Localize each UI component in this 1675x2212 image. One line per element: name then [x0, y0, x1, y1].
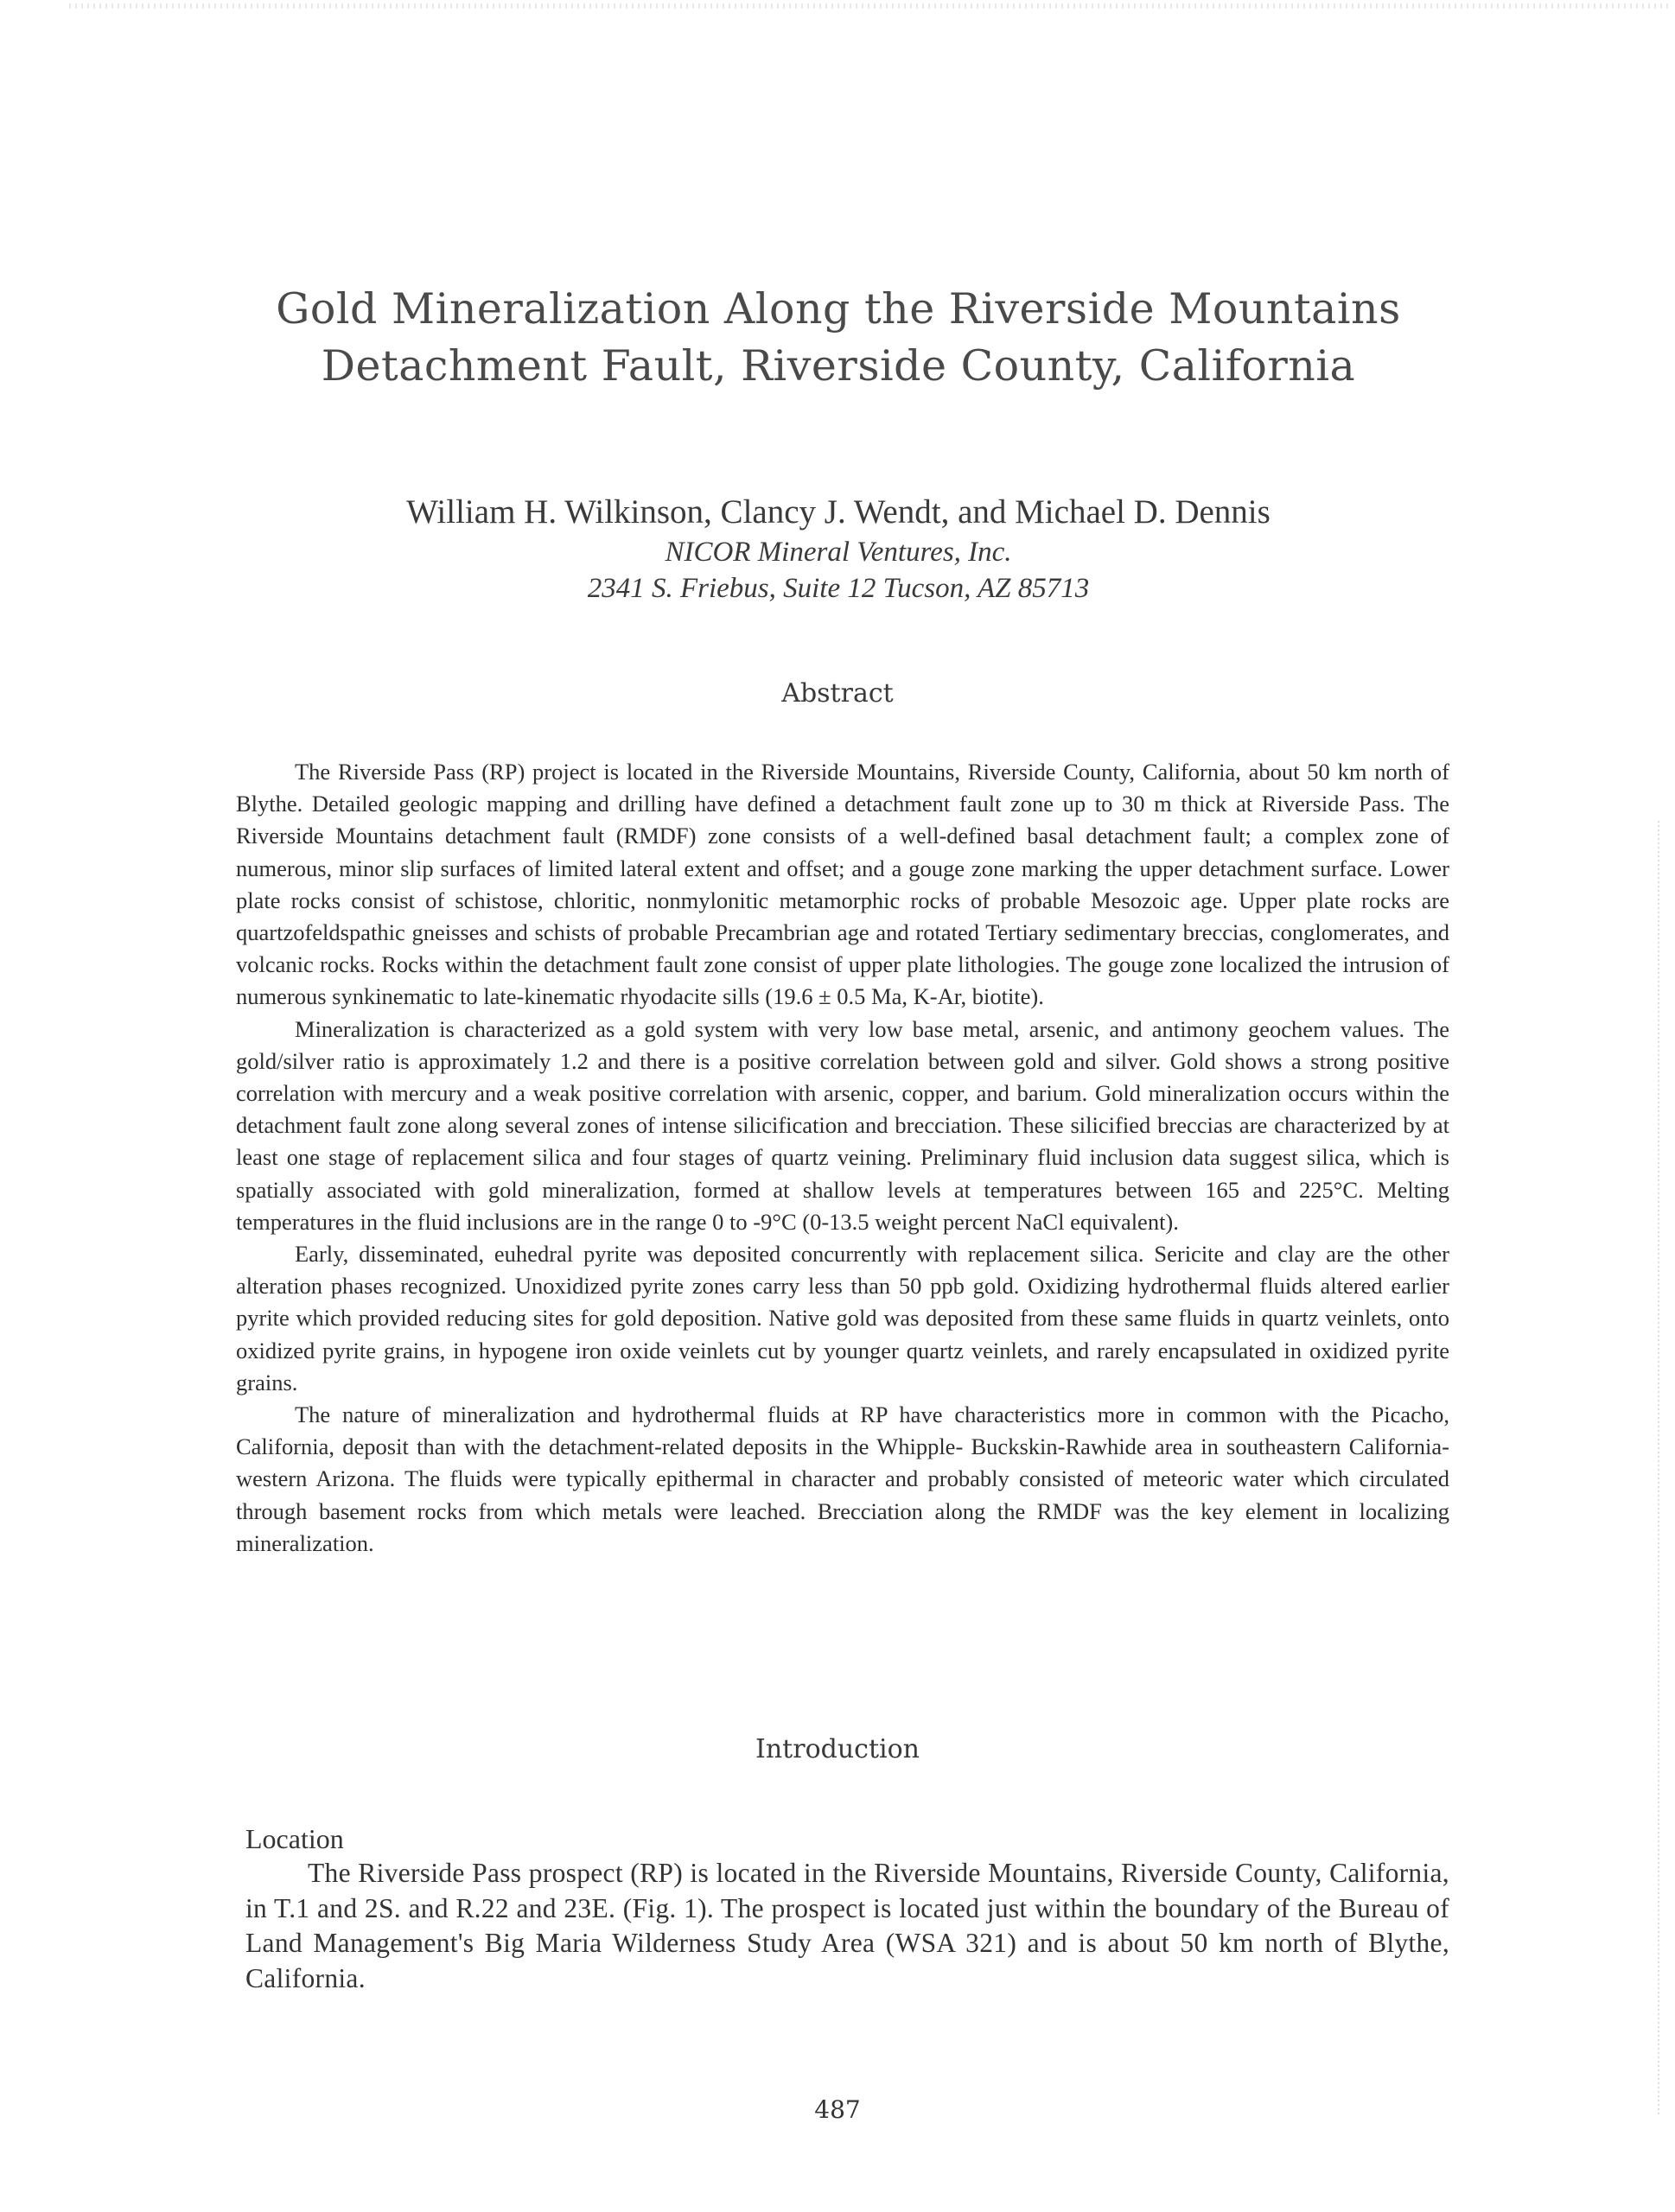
- abstract-heading: Abstract: [781, 678, 894, 709]
- author-list: William H. Wilkinson, Clancy J. Wendt, and Michael D. Dennis: [406, 493, 1271, 531]
- title-line-1: Gold Mineralization Along the Riverside Mountains: [276, 284, 1401, 334]
- paper-title: [199, 281, 1478, 395]
- affiliation-block: [259, 534, 1417, 607]
- address: 2341 S. Friebus, Suite 12 Tucson, AZ 85713: [587, 573, 1090, 604]
- location-subheading: Location: [245, 1823, 344, 1854]
- affiliation: NICOR Mineral Ventures, Inc.: [665, 537, 1012, 568]
- introduction-body: [245, 1856, 1449, 1996]
- page-number: 487: [814, 2095, 861, 2124]
- abstract-paragraph: Early, disseminated, euhedral pyrite was deposited concurrently with replacement silica. Sericite and clay are the other alteration phases recognized. Unoxidized pyrite zones carry less than 50 ppb gold. Oxidizing hydrothermal fluids altered earlier pyrite which provided reducing sites for gold deposition. Native gold was deposited from these same fluids in quartz veinlets, onto oxidized pyrite grains, in hypogene iron oxide veinlets cut by younger quartz veinlets, and rarely encapsulated in oxidized pyrite grains.: [236, 1241, 1449, 1395]
- abstract-paragraph: The Riverside Pass (RP) project is located in the Riverside Mountains, Riverside County, California, about 50 km north of Blythe. Detailed geologic mapping and drilling have defined a detachment fault zone up to 30 m thick at Riverside Pass. The Riverside Mountains detachment fault (RMDF) zone consists of a well-defined basal detachment fault; a complex zone of numerous, minor slip surfaces of limited lateral extent and offset; and a gouge zone marking the upper detachment surface. Lower plate rocks consist of schistose, chloritic, nonmylonitic metamorphic rocks of probable Mesozoic age. Upper plate rocks are quartzofeldspathic gneisses and schists of probable Precambrian age and rotated Tertiary sedimentary breccias, conglomerates, and volcanic rocks. Rocks within the detachment fault zone consist of upper plate lithologies. The gouge zone localized the intrusion of numerous synkinematic to late-kinematic rhyodacite sills (19.6 ± 0.5 Ma, K-Ar, biotite).: [236, 759, 1449, 1010]
- title-line-2: Detachment Fault, Riverside County, California: [321, 341, 1356, 391]
- scan-artifact-top: [69, 3, 1668, 9]
- introduction-heading: Introduction: [755, 1734, 920, 1764]
- scan-artifact-right-edge: [1658, 821, 1659, 2117]
- abstract-paragraph: Mineralization is characterized as a gold system with very low base metal, arsenic, and antimony geochem values. The gold/silver ratio is approximately 1.2 and there is a positive correlation between gold and silver. Gold shows a strong positive correlation with mercury and a weak positive correlation with arsenic, copper, and barium. Gold mineralization occurs within the detachment fault zone along several zones of intense silicification and brecciation. These silicified breccias are characterized by at least one stage of replacement silica and four stages of quartz veining. Preliminary fluid inclusion data suggest silica, which is spatially associated with gold mineralization, formed at shallow levels at temperatures between 165 and 225°C. Melting temperatures in the fluid inclusions are in the range 0 to -9°C (0-13.5 weight percent NaCl equivalent).: [236, 1015, 1449, 1235]
- abstract-paragraph: The nature of mineralization and hydrothermal fluids at RP have characteristics more in common with the Picacho, California, deposit than with the detachment-related deposits in the Whipple- Buckskin-Rawhide area in southeastern California-western Arizona. The fluids were typically epithermal in character and probably consisted of meteoric water which circulated through basement rocks from which metals were leached. Brecciation along the RMDF was the key element in localizing mineralization.: [236, 1402, 1449, 1556]
- introduction-paragraph: The Riverside Pass prospect (RP) is located in the Riverside Mountains, Riverside County, California, in T.1 and 2S. and R.22 and 23E. (Fig. 1). The prospect is located just within the boundary of the Bureau of Land Management's Big Maria Wilderness Study Area (WSA 321) and is about 50 km north of Blythe, California.: [245, 1858, 1449, 1993]
- abstract-body: [236, 756, 1449, 1560]
